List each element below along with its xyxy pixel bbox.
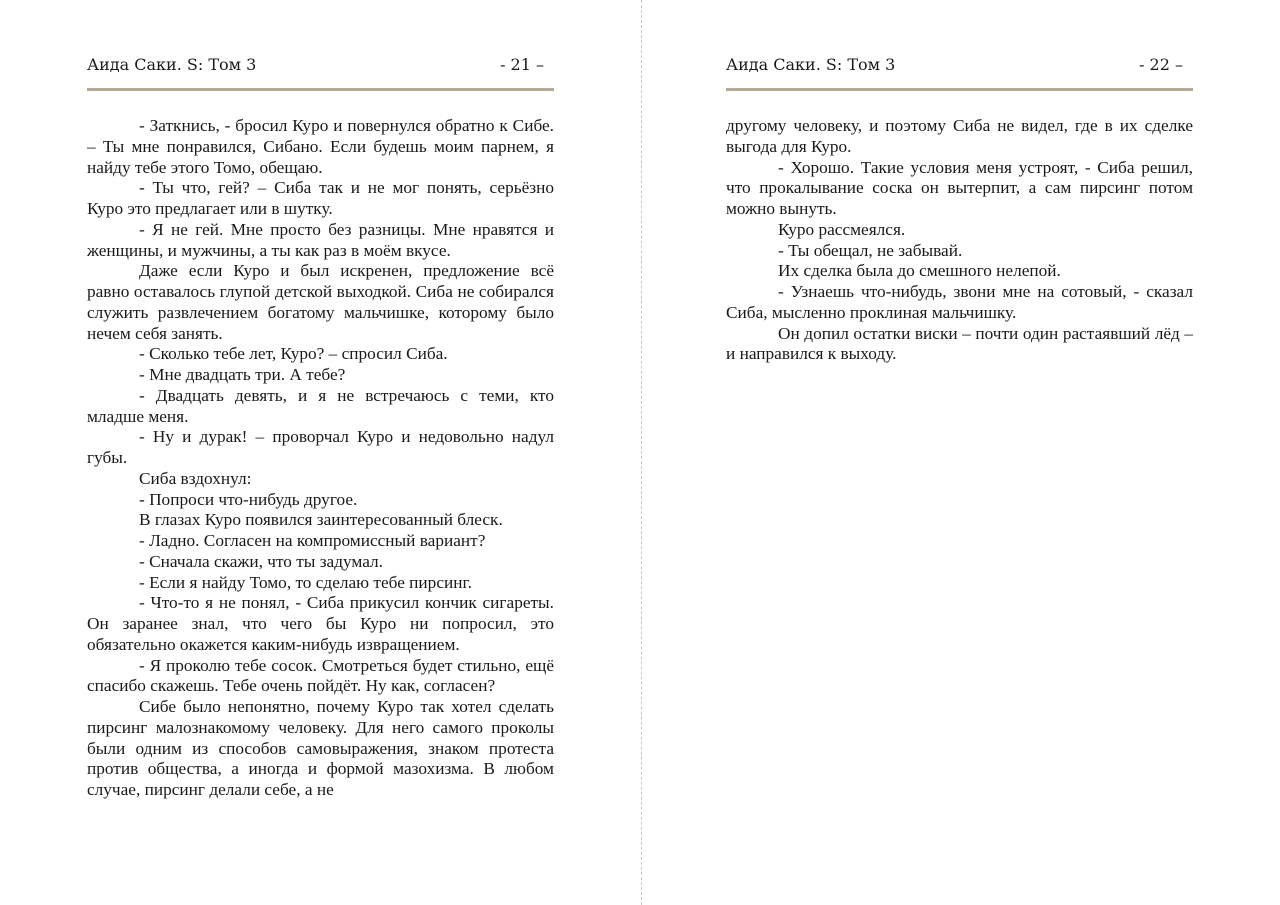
paragraph: - Хорошо. Такие условия меня устроят, - Сиба решил, что прокалывание соска он вытерпит, а сам пирсинг потом можно вынуть. <box>726 157 1193 218</box>
paragraph: Их сделка была до смешного нелепой. <box>778 261 1061 281</box>
paragraph: В глазах Куро появился заинтересованный блеск. <box>139 510 503 530</box>
page-number: - 21 – <box>500 55 544 74</box>
paragraph: - Попроси что-нибудь другое. <box>139 489 358 509</box>
paragraph: - Заткнись, - бросил Куро и повернулся обратно к Сибе. – Ты мне понравился, Сибано. Если будешь моим парнем, я найду тебе этого Томо, обещаю. <box>87 116 554 177</box>
paragraph: Даже если Куро и был искренен, предложение всё равно оставалось глупой детской выходкой. Сиба не собирался служить развлечением богатому мальчишке, которому было нечем себя занять. <box>87 261 554 343</box>
paragraph-continuation: другому человеку, и поэтому Сиба не видел, где в их сделке выгода для Куро. <box>726 116 1193 156</box>
paragraph: - Ты обещал, не забывай. <box>778 240 963 260</box>
page-header <box>726 54 1193 78</box>
paragraph: - Ты что, гей? – Сиба так и не мог понять, серьёзно Куро это предлагает или в шутку. <box>87 178 554 218</box>
paragraph: - Ладно. Согласен на компромиссный вариант? <box>139 531 486 550</box>
paragraph: - Мне двадцать три. А тебе? <box>139 365 346 384</box>
paragraph: Сиба вздохнул: <box>139 468 252 488</box>
paragraph: Куро рассмеялся. <box>778 219 906 239</box>
book-title: Аида Саки. S: Том 3 <box>87 55 257 74</box>
paragraph: - Узнаешь что-нибудь, звони мне на сотовый, - сказал Сиба, мысленно проклиная мальчишку. <box>726 282 1193 322</box>
header-rule <box>726 88 1193 91</box>
page-body <box>726 116 1193 365</box>
paragraph: - Сколько тебе лет, Куро? – спросил Сиба. <box>139 344 448 364</box>
book-title: Аида Саки. S: Том 3 <box>726 55 896 74</box>
paragraph: - Сначала скажи, что ты задумал. <box>139 551 384 571</box>
paragraph: - Ну и дурак! – проворчал Куро и недовольно надул губы. <box>87 427 554 467</box>
page-divider <box>641 0 642 905</box>
paragraph: - Я не гей. Мне просто без разницы. Мне нравятся и женщины, и мужчины, а ты как раз в моём вкусе. <box>87 219 554 260</box>
paragraph: - Двадцать девять, и я не встречаюсь с теми, кто младше меня. <box>87 385 554 426</box>
paragraph: Сибе было непонятно, почему Куро так хотел сделать пирсинг малознакомому человеку. Для него самого проколы были одним из способов самовыражения, знаком протеста против общества, а иногда и формой мазохизма. В любом случае, пирсинг делали себе, а не <box>87 697 554 799</box>
page-number: - 22 – <box>1139 55 1183 74</box>
page-body <box>87 116 554 801</box>
header-rule <box>87 88 554 91</box>
paragraph: - Если я найду Томо, то сделаю тебе пирсинг. <box>139 572 472 592</box>
paragraph: - Что-то я не понял, - Сиба прикусил кончик сигареты. Он заранее знал, что чего бы Куро ни попросил, это обязательно окажется каким-нибудь извращением. <box>87 593 554 654</box>
page-header <box>87 54 554 78</box>
paragraph: - Я проколю тебе сосок. Смотреться будет стильно, ещё спасибо скажешь. Тебе очень пойдёт. Ну как, согласен? <box>87 655 554 696</box>
paragraph: Он допил остатки виски – почти один растаявший лёд – и направился к выходу. <box>726 323 1193 364</box>
